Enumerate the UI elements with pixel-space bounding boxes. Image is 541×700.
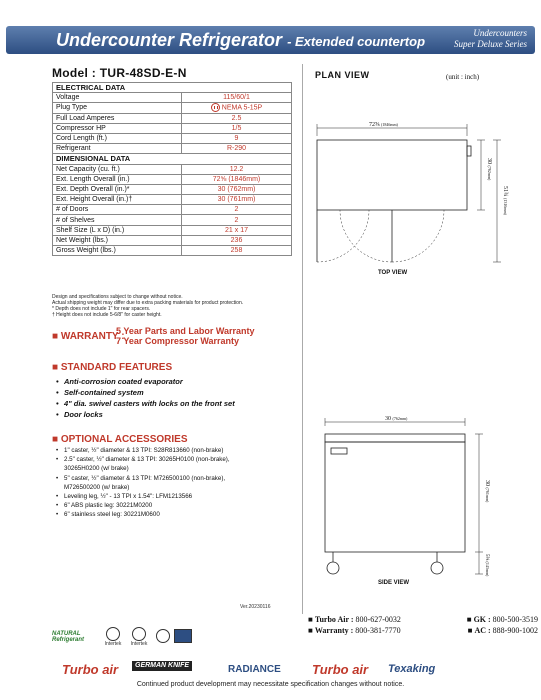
contact-row	[308, 614, 538, 625]
table-row	[53, 113, 292, 123]
intertek-text: Intertek	[130, 641, 148, 647]
standard-features-list	[56, 376, 235, 420]
list-item: • Anti-corrosion coated evaporator	[56, 377, 183, 386]
top-view-body	[317, 140, 467, 210]
note-line: Actual shipping weight may differ due to extra packing materials for product protection.	[52, 300, 244, 306]
caster-right	[431, 562, 443, 574]
top-view-drawing	[317, 124, 501, 262]
row-label: Full Load Amperes	[53, 113, 182, 123]
feature-text: Self-contained system	[64, 388, 144, 397]
contact-phone: 888-900-1002	[492, 626, 538, 635]
plug-icon	[211, 103, 220, 112]
title-banner	[6, 26, 535, 54]
row-label: Gross Weight (lbs.)	[53, 246, 182, 256]
feature-text: Anti-corrosion coated evaporator	[64, 377, 183, 386]
row-value: 30 (762mm)	[182, 184, 292, 194]
contact-turbo: ■ Turbo Air : 800-627-0032	[308, 615, 401, 624]
row-value: 1/5	[182, 123, 292, 133]
footer-disclaimer: Continued product development may necessitate specification changes without notice.	[136, 681, 405, 688]
top-depth-label: 30 (762mm)	[486, 158, 492, 181]
etl-logo-2	[128, 627, 150, 647]
row-label: Compressor HP	[53, 123, 182, 133]
row-value: 236	[182, 235, 292, 245]
version-label: Ver.20230116	[240, 604, 271, 610]
energy-star-icon	[156, 629, 170, 643]
warranty-label	[52, 331, 125, 342]
optional-accessories-heading	[52, 434, 188, 445]
caster-height-label: 5⅝ (143mm)	[484, 554, 490, 577]
list-item: • 6" stainless steel leg: 30221M0600	[56, 511, 160, 519]
row-label: Net Weight (lbs.)	[53, 235, 182, 245]
side-countertop	[325, 434, 465, 442]
plan-drawings	[305, 110, 535, 590]
list-item: • 5" caster, ½" diameter & 13 TPI: M726500100 (non-brake),	[56, 474, 226, 482]
intertek-text: Intertek	[104, 641, 122, 647]
contact-block	[308, 614, 538, 636]
brand-texaking: Texaking	[388, 663, 436, 675]
row-label: Ext. Length Overall (in.)	[53, 174, 182, 184]
row-value: 9	[182, 133, 292, 143]
list-item: • Door locks	[56, 410, 103, 419]
series-line-2: Super Deluxe Series	[454, 39, 527, 49]
row-label: # of Shelves	[53, 215, 182, 225]
row-value: 21 x 17	[182, 225, 292, 235]
top-open-label: 51¾ (1316mm)	[502, 186, 508, 215]
table-row	[53, 133, 292, 143]
table-row	[53, 225, 292, 235]
accessory-text: 6" stainless steel leg: 30221M0600	[64, 511, 160, 519]
side-view-caption: SIDE VIEW	[378, 580, 410, 586]
table-row	[53, 103, 292, 113]
row-value: 30 (761mm)	[182, 195, 292, 205]
door-swing-right	[392, 210, 444, 262]
subtitle-text: - Extended countertop	[287, 34, 426, 49]
standard-features-title: STANDARD FEATURES	[60, 362, 173, 373]
brand-german-knife: GERMAN KNIFE	[132, 661, 192, 671]
contact-warranty: ■ Warranty : 800-381-7770	[308, 626, 401, 635]
refrigerant-text: Refrigerant	[52, 637, 85, 643]
row-label: # of Doors	[53, 205, 182, 215]
list-item: • 1" caster, ½" diameter & 13 TPI: S28R813660 (non-brake)	[56, 447, 224, 454]
side-depth-label: 30 (762mm)	[385, 416, 408, 422]
warranty-badge-icon	[174, 629, 192, 643]
accessory-text: 6" ABS plastic leg: 30221M0200	[64, 502, 153, 510]
optional-accessories-title: OPTIONAL ACCESSORIES	[60, 434, 188, 445]
side-height-label: 30 (761mm)	[484, 480, 490, 503]
contact-label: Turbo Air :	[314, 615, 354, 624]
side-vent	[331, 448, 347, 454]
list-item	[56, 464, 306, 473]
top-view-caption: TOP VIEW	[378, 270, 408, 276]
row-label: Cord Length (ft.)	[53, 133, 182, 143]
page-title	[56, 30, 425, 51]
row-label: Ext. Depth Overall (in.)*	[53, 184, 182, 194]
row-value	[182, 103, 292, 113]
title-text: Undercounter Refrigerator	[56, 30, 283, 50]
model-number: Model : TUR-48SD-E-N	[52, 66, 187, 80]
list-item: • Self-contained system	[56, 388, 144, 397]
standard-features-heading	[52, 362, 172, 373]
brand-turbo-air-2: Turbo air	[312, 662, 369, 677]
table-row	[53, 123, 292, 133]
plan-view-title: PLAN VIEW	[315, 70, 370, 80]
top-view-handle	[467, 146, 471, 156]
accessory-text: 30265H0200 (w/ brake)	[64, 465, 129, 473]
table-row	[53, 215, 292, 225]
feature-text: Door locks	[64, 410, 103, 419]
etl-sanitation-icon	[132, 627, 146, 641]
list-item: • 4" dia. swivel casters with locks on the front set	[56, 399, 235, 408]
list-item: • 2.5" caster, ½" diameter & 13 TPI: 30265H0100 (non-brake),	[56, 456, 230, 464]
table-row	[53, 93, 292, 103]
side-cabinet	[325, 442, 465, 552]
bullet-icon: ■	[52, 434, 61, 445]
accessory-text: M726500200 (w/ brake)	[64, 483, 130, 491]
warranty-line-2: 7 Year Compressor Warranty	[116, 336, 240, 346]
contact-phone: 800-500-3519	[492, 615, 538, 624]
row-value: 115/60/1	[182, 93, 292, 103]
contact-phone: 800-627-0032	[355, 615, 401, 624]
caster-left	[327, 562, 339, 574]
brand-strip	[0, 658, 541, 678]
unit-label: (unit : inch)	[446, 73, 480, 81]
electrical-heading-row	[53, 83, 292, 93]
page-header	[0, 0, 541, 56]
row-label: Shelf Size (L x D) (in.)	[53, 225, 182, 235]
dimensional-heading-row	[53, 154, 292, 164]
note-line: Design and specifications subject to change without notice.	[52, 294, 183, 300]
row-value: 2.5	[182, 113, 292, 123]
natural-text: NATURAL	[52, 631, 81, 637]
column-divider	[302, 64, 303, 614]
table-row	[53, 184, 292, 194]
bullet-icon: ■	[52, 331, 61, 342]
table-row	[53, 205, 292, 215]
plug-type-text: NEMA 5-15P	[221, 104, 263, 112]
contact-phone: 800-381-7770	[355, 626, 401, 635]
brand-turbo-air: Turbo air	[62, 662, 119, 677]
accessory-text: 2.5" caster, ½" diameter & 13 TPI: 30265H0100 (non-brake),	[64, 456, 230, 464]
table-row	[53, 195, 292, 205]
etl-icon	[106, 627, 120, 641]
row-value: 258	[182, 246, 292, 256]
contact-row	[308, 625, 538, 636]
contact-label: Warranty :	[314, 626, 354, 635]
bullet-icon: ■	[52, 362, 61, 373]
optional-accessories-list	[56, 446, 306, 520]
accessory-text: 1" caster, ½" diameter & 13 TPI: S28R813660 (non-brake)	[64, 447, 224, 454]
side-view-drawing	[325, 418, 483, 574]
contact-gk: ■ GK : 800-500-3519	[466, 615, 538, 624]
table-row	[53, 164, 292, 174]
row-value: 12.2	[182, 164, 292, 174]
warranty-values	[116, 326, 255, 346]
contact-ac: ■ AC : 888-900-1002	[467, 626, 538, 635]
row-label: Voltage	[53, 93, 182, 103]
brand-radiance: RADIANCE	[228, 664, 281, 675]
note-line: † Height does not include 5-6/8" for caster height.	[52, 312, 162, 318]
row-label: Refrigerant	[53, 144, 182, 154]
list-item: • 6" ABS plastic leg: 30221M0200	[56, 502, 153, 510]
series-line-1: Undercounters	[473, 28, 527, 38]
list-item: • Leveling leg, ½" - 13 TPI x 1.54": LFM1213566	[56, 493, 193, 501]
table-row	[53, 246, 292, 256]
row-label: Plug Type	[53, 103, 182, 113]
row-value: 72⅝ (1846mm)	[182, 174, 292, 184]
door-swing-left	[317, 210, 369, 262]
spec-table	[52, 82, 292, 256]
row-label: Net Capacity (cu. ft.)	[53, 164, 182, 174]
electrical-heading: ELECTRICAL DATA	[53, 83, 292, 93]
door-swing-center	[340, 210, 392, 262]
row-value: R-290	[182, 144, 292, 154]
accessory-text: Leveling leg, ½" - 13 TPI x 1.54": LFM1213566	[64, 493, 193, 501]
warranty-line-1: 5 Year Parts and Labor Warranty	[116, 326, 255, 336]
feature-text: 4" dia. swivel casters with locks on the front set	[64, 399, 235, 408]
spec-notes	[52, 294, 302, 318]
row-label: Ext. Height Overall (in.)†	[53, 195, 182, 205]
table-row	[53, 144, 292, 154]
table-row	[53, 174, 292, 184]
certifications	[52, 627, 252, 649]
table-row	[53, 235, 292, 245]
row-value: 2	[182, 215, 292, 225]
top-length-label: 72⅝ (1846mm)	[369, 122, 398, 128]
warranty-label-text: WARRANTY :	[60, 331, 125, 342]
natural-refrigerant-logo	[52, 631, 94, 643]
contact-label: GK :	[473, 615, 491, 624]
etl-logo-1	[102, 627, 124, 647]
row-value: 2	[182, 205, 292, 215]
accessory-text: 5" caster, ½" diameter & 13 TPI: M726500100 (non-brake),	[64, 474, 226, 482]
list-item	[56, 483, 306, 492]
contact-label: AC :	[474, 626, 491, 635]
note-line: * Depth does not include 1" for rear spacers.	[52, 306, 151, 312]
dimensional-heading: DIMENSIONAL DATA	[53, 154, 292, 164]
series-label	[454, 28, 527, 50]
